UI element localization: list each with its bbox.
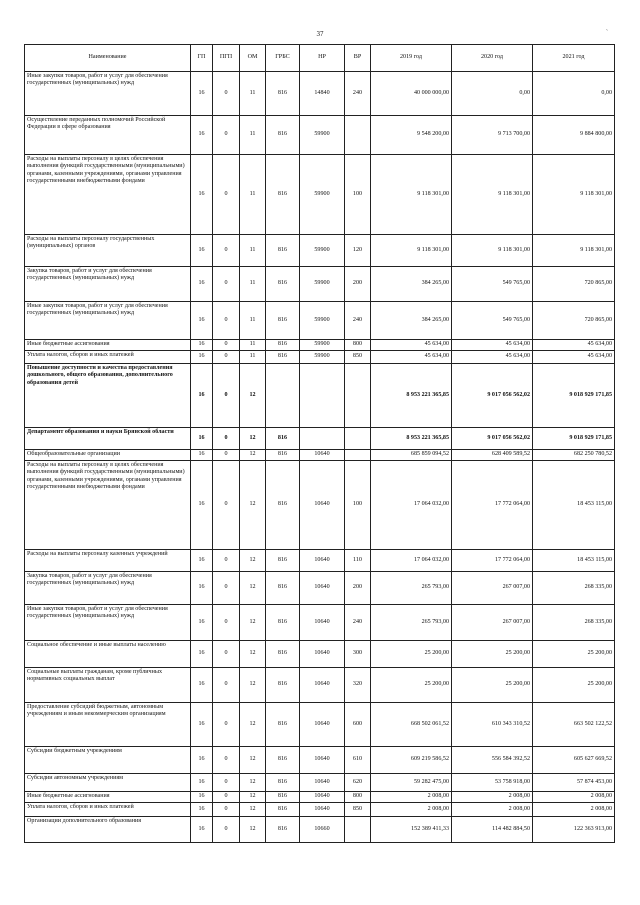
cell-gp: 16 <box>191 302 213 340</box>
cell-nr: 59900 <box>300 235 345 267</box>
cell-om: 12 <box>240 703 266 747</box>
cell-vr <box>345 116 371 155</box>
cell-name: Организации дополнительного образования <box>25 817 191 843</box>
cell-name: Иные бюджетные ассигнования <box>25 340 191 351</box>
cell-2021: 18 453 115,00 <box>533 550 615 572</box>
cell-pgp: 0 <box>213 550 240 572</box>
header-name: Наименование <box>25 45 191 72</box>
cell-nr: 59900 <box>300 351 345 364</box>
cell-grbs: 816 <box>266 428 300 450</box>
cell-2020: 556 584 392,52 <box>452 747 533 774</box>
cell-pgp: 0 <box>213 351 240 364</box>
cell-vr: 600 <box>345 703 371 747</box>
cell-2019: 2 008,00 <box>371 792 452 803</box>
cell-om: 12 <box>240 572 266 605</box>
cell-name: Субсидии автономным учреждениям <box>25 774 191 792</box>
cell-vr: 800 <box>345 340 371 351</box>
header-grbs: ГРБС <box>266 45 300 72</box>
header-vr: ВР <box>345 45 371 72</box>
cell-2020: 610 343 310,52 <box>452 703 533 747</box>
cell-vr: 300 <box>345 641 371 668</box>
cell-gp: 16 <box>191 703 213 747</box>
cell-om: 11 <box>240 155 266 235</box>
cell-nr: 10640 <box>300 450 345 461</box>
cell-grbs: 816 <box>266 803 300 817</box>
cell-om: 11 <box>240 235 266 267</box>
cell-vr: 850 <box>345 803 371 817</box>
cell-vr: 620 <box>345 774 371 792</box>
budget-table <box>24 44 615 843</box>
table-row <box>25 72 615 116</box>
cell-pgp: 0 <box>213 72 240 116</box>
cell-nr: 10640 <box>300 803 345 817</box>
table-row <box>25 116 615 155</box>
cell-2020: 17 772 064,00 <box>452 550 533 572</box>
cell-om: 12 <box>240 641 266 668</box>
cell-pgp: 0 <box>213 572 240 605</box>
header-2019: 2019 год <box>371 45 452 72</box>
cell-2021: 663 502 122,52 <box>533 703 615 747</box>
cell-gp: 16 <box>191 155 213 235</box>
header-gp: ГП <box>191 45 213 72</box>
cell-om: 12 <box>240 774 266 792</box>
cell-name: Социальное обеспечение и иные выплаты населению <box>25 641 191 668</box>
cell-pgp: 0 <box>213 461 240 550</box>
cell-2020: 549 765,00 <box>452 267 533 302</box>
cell-name: Предоставление субсидий бюджетным, автономным учреждениям и иным некоммерческим организациям <box>25 703 191 747</box>
table-row <box>25 605 615 641</box>
cell-name: Закупка товаров, работ и услуг для обеспечения государственных (муниципальных) нужд <box>25 572 191 605</box>
cell-2021: 57 874 453,00 <box>533 774 615 792</box>
cell-pgp: 0 <box>213 340 240 351</box>
cell-om: 11 <box>240 351 266 364</box>
cell-vr: 120 <box>345 235 371 267</box>
cell-nr: 10640 <box>300 461 345 550</box>
cell-2021: 720 865,00 <box>533 302 615 340</box>
cell-grbs: 816 <box>266 774 300 792</box>
cell-2019: 9 548 200,00 <box>371 116 452 155</box>
cell-gp: 16 <box>191 605 213 641</box>
cell-name: Иные бюджетные ассигнования <box>25 792 191 803</box>
cell-gp: 16 <box>191 572 213 605</box>
cell-grbs: 816 <box>266 340 300 351</box>
cell-2021: 0,00 <box>533 72 615 116</box>
table-row <box>25 450 615 461</box>
cell-gp: 16 <box>191 803 213 817</box>
cell-nr: 10660 <box>300 817 345 843</box>
cell-grbs: 816 <box>266 641 300 668</box>
cell-2019: 17 064 032,00 <box>371 461 452 550</box>
table-row <box>25 703 615 747</box>
cell-2019: 25 200,00 <box>371 641 452 668</box>
cell-vr <box>345 817 371 843</box>
cell-gp: 16 <box>191 116 213 155</box>
table-row <box>25 792 615 803</box>
cell-pgp: 0 <box>213 428 240 450</box>
cell-gp: 16 <box>191 774 213 792</box>
cell-2019: 685 859 094,52 <box>371 450 452 461</box>
table-row <box>25 155 615 235</box>
cell-om: 12 <box>240 817 266 843</box>
cell-2019: 384 265,00 <box>371 302 452 340</box>
cell-gp: 16 <box>191 340 213 351</box>
cell-vr: 240 <box>345 605 371 641</box>
cell-name: Иные закупки товаров, работ и услуг для обеспечения государственных (муниципальных) нужд <box>25 72 191 116</box>
header-om: ОМ <box>240 45 266 72</box>
cell-2020: 25 200,00 <box>452 641 533 668</box>
table-row <box>25 550 615 572</box>
cell-2019: 40 000 000,00 <box>371 72 452 116</box>
cell-gp: 16 <box>191 72 213 116</box>
cell-grbs: 816 <box>266 450 300 461</box>
cell-name: Уплата налогов, сборов и иных платежей <box>25 351 191 364</box>
cell-grbs: 816 <box>266 572 300 605</box>
cell-nr <box>300 428 345 450</box>
table-body <box>25 72 615 843</box>
cell-gp: 16 <box>191 817 213 843</box>
table-row <box>25 235 615 267</box>
cell-gp: 16 <box>191 792 213 803</box>
cell-grbs: 816 <box>266 235 300 267</box>
cell-name: Расходы на выплаты персоналу казенных учреждений <box>25 550 191 572</box>
table-header-row <box>25 45 615 72</box>
header-pgp: ПГП <box>213 45 240 72</box>
cell-grbs: 816 <box>266 267 300 302</box>
cell-om: 11 <box>240 340 266 351</box>
cell-om: 12 <box>240 450 266 461</box>
cell-name: Расходы на выплаты персоналу в целях обеспечения выполнения функций государственными (муниципальными) органами, казенными учреждениями, органами управления государственными внебюджетными фондами <box>25 155 191 235</box>
cell-2019: 59 282 475,00 <box>371 774 452 792</box>
cell-nr: 59900 <box>300 267 345 302</box>
cell-2020: 25 200,00 <box>452 668 533 703</box>
table-row <box>25 641 615 668</box>
cell-om: 12 <box>240 747 266 774</box>
page-number: 37 <box>316 30 324 38</box>
cell-nr: 59900 <box>300 340 345 351</box>
cell-om: 12 <box>240 803 266 817</box>
cell-2019: 152 389 411,33 <box>371 817 452 843</box>
cell-2021: 18 453 115,00 <box>533 461 615 550</box>
cell-pgp: 0 <box>213 792 240 803</box>
cell-om: 12 <box>240 364 266 428</box>
cell-2021: 9 018 929 171,85 <box>533 428 615 450</box>
header-2020: 2020 год <box>452 45 533 72</box>
cell-2021: 25 200,00 <box>533 668 615 703</box>
cell-2021: 9 118 301,00 <box>533 235 615 267</box>
cell-vr: 320 <box>345 668 371 703</box>
cell-gp: 16 <box>191 747 213 774</box>
cell-2021: 122 363 913,00 <box>533 817 615 843</box>
cell-2020: 9 017 056 562,02 <box>452 428 533 450</box>
cell-grbs: 816 <box>266 817 300 843</box>
cell-2021: 720 865,00 <box>533 267 615 302</box>
cell-nr: 10640 <box>300 550 345 572</box>
cell-name: Повышение доступности и качества предоставления дошкольного, общего образования, дополнительного образования детей <box>25 364 191 428</box>
cell-pgp: 0 <box>213 450 240 461</box>
cell-grbs: 816 <box>266 605 300 641</box>
cell-gp: 16 <box>191 428 213 450</box>
cell-grbs: 816 <box>266 550 300 572</box>
cell-gp: 16 <box>191 235 213 267</box>
cell-2019: 265 793,00 <box>371 605 452 641</box>
cell-nr: 10640 <box>300 747 345 774</box>
corner-mark: ` <box>606 30 608 36</box>
cell-grbs: 816 <box>266 461 300 550</box>
cell-pgp: 0 <box>213 803 240 817</box>
cell-2019: 25 200,00 <box>371 668 452 703</box>
cell-om: 12 <box>240 428 266 450</box>
cell-2021: 9 018 929 171,85 <box>533 364 615 428</box>
cell-2020: 628 409 589,52 <box>452 450 533 461</box>
cell-name: Иные закупки товаров, работ и услуг для обеспечения государственных (муниципальных) нужд <box>25 605 191 641</box>
cell-nr: 59900 <box>300 155 345 235</box>
cell-grbs: 816 <box>266 72 300 116</box>
cell-2019: 668 502 061,52 <box>371 703 452 747</box>
cell-2021: 9 118 301,00 <box>533 155 615 235</box>
cell-name: Закупка товаров, работ и услуг для обеспечения государственных (муниципальных) нужд <box>25 267 191 302</box>
cell-2021: 45 634,00 <box>533 340 615 351</box>
cell-gp: 16 <box>191 364 213 428</box>
cell-om: 11 <box>240 302 266 340</box>
cell-pgp: 0 <box>213 302 240 340</box>
cell-om: 12 <box>240 792 266 803</box>
cell-name: Субсидии бюджетным учреждениям <box>25 747 191 774</box>
cell-2020: 2 008,00 <box>452 803 533 817</box>
cell-vr <box>345 364 371 428</box>
cell-pgp: 0 <box>213 155 240 235</box>
cell-gp: 16 <box>191 450 213 461</box>
cell-2019: 8 953 221 365,85 <box>371 428 452 450</box>
cell-name: Расходы на выплаты персоналу в целях обеспечения выполнения функций государственными (муниципальными) органами, казенными учреждениями, органами управления государственными внебюджетными фондами <box>25 461 191 550</box>
cell-vr: 200 <box>345 267 371 302</box>
table-row <box>25 364 615 428</box>
cell-name: Уплата налогов, сборов и иных платежей <box>25 803 191 817</box>
table-row <box>25 774 615 792</box>
header-nr: НР <box>300 45 345 72</box>
cell-2019: 8 953 221 365,85 <box>371 364 452 428</box>
cell-2020: 267 007,00 <box>452 605 533 641</box>
cell-2020: 9 118 301,00 <box>452 235 533 267</box>
cell-vr: 610 <box>345 747 371 774</box>
cell-grbs: 816 <box>266 351 300 364</box>
cell-2020: 53 758 918,00 <box>452 774 533 792</box>
cell-gp: 16 <box>191 461 213 550</box>
cell-nr: 10640 <box>300 703 345 747</box>
cell-pgp: 0 <box>213 774 240 792</box>
table-row <box>25 817 615 843</box>
cell-2020: 2 008,00 <box>452 792 533 803</box>
table-row <box>25 302 615 340</box>
cell-grbs: 816 <box>266 703 300 747</box>
cell-2020: 45 634,00 <box>452 351 533 364</box>
table-row <box>25 428 615 450</box>
cell-nr: 10640 <box>300 641 345 668</box>
cell-pgp: 0 <box>213 605 240 641</box>
cell-vr <box>345 450 371 461</box>
cell-om: 12 <box>240 550 266 572</box>
cell-2021: 25 200,00 <box>533 641 615 668</box>
cell-nr: 10640 <box>300 792 345 803</box>
cell-grbs: 816 <box>266 302 300 340</box>
cell-pgp: 0 <box>213 703 240 747</box>
cell-2021: 2 008,00 <box>533 792 615 803</box>
cell-pgp: 0 <box>213 116 240 155</box>
cell-nr: 59900 <box>300 302 345 340</box>
cell-2019: 265 793,00 <box>371 572 452 605</box>
cell-2020: 0,00 <box>452 72 533 116</box>
cell-pgp: 0 <box>213 267 240 302</box>
cell-nr: 14840 <box>300 72 345 116</box>
cell-pgp: 0 <box>213 641 240 668</box>
cell-om: 11 <box>240 116 266 155</box>
cell-nr: 59900 <box>300 116 345 155</box>
cell-2021: 45 634,00 <box>533 351 615 364</box>
cell-2020: 9 017 056 562,02 <box>452 364 533 428</box>
cell-vr <box>345 428 371 450</box>
cell-2021: 268 335,00 <box>533 605 615 641</box>
cell-2019: 384 265,00 <box>371 267 452 302</box>
table-row <box>25 747 615 774</box>
cell-2020: 114 482 884,50 <box>452 817 533 843</box>
cell-2021: 268 335,00 <box>533 572 615 605</box>
table-row <box>25 803 615 817</box>
cell-grbs: 816 <box>266 792 300 803</box>
cell-vr: 850 <box>345 351 371 364</box>
table-row <box>25 572 615 605</box>
cell-2020: 9 713 700,00 <box>452 116 533 155</box>
cell-name: Социальные выплаты гражданам, кроме публичных нормативных социальных выплат <box>25 668 191 703</box>
cell-gp: 16 <box>191 267 213 302</box>
header-2021: 2021 год <box>533 45 615 72</box>
table-row <box>25 351 615 364</box>
cell-grbs: 816 <box>266 155 300 235</box>
cell-grbs: 816 <box>266 747 300 774</box>
cell-2019: 9 118 301,00 <box>371 235 452 267</box>
cell-name: Департамент образования и науки Брянской области <box>25 428 191 450</box>
cell-2019: 2 008,00 <box>371 803 452 817</box>
cell-vr: 100 <box>345 155 371 235</box>
cell-grbs: 816 <box>266 116 300 155</box>
cell-2020: 9 118 301,00 <box>452 155 533 235</box>
cell-pgp: 0 <box>213 747 240 774</box>
cell-name: Осуществление переданных полномочий Российской Федерации в сфере образования <box>25 116 191 155</box>
cell-2019: 45 634,00 <box>371 351 452 364</box>
cell-om: 11 <box>240 267 266 302</box>
cell-vr: 200 <box>345 572 371 605</box>
cell-om: 12 <box>240 668 266 703</box>
cell-nr: 10640 <box>300 605 345 641</box>
cell-grbs: 816 <box>266 668 300 703</box>
cell-om: 12 <box>240 605 266 641</box>
cell-pgp: 0 <box>213 364 240 428</box>
table-row <box>25 461 615 550</box>
cell-gp: 16 <box>191 641 213 668</box>
cell-2021: 9 884 800,00 <box>533 116 615 155</box>
cell-2021: 605 627 669,52 <box>533 747 615 774</box>
cell-2019: 17 064 032,00 <box>371 550 452 572</box>
cell-vr: 240 <box>345 302 371 340</box>
cell-name: Общеобразовательные организации <box>25 450 191 461</box>
cell-om: 12 <box>240 461 266 550</box>
cell-vr: 240 <box>345 72 371 116</box>
cell-gp: 16 <box>191 668 213 703</box>
cell-nr: 10640 <box>300 774 345 792</box>
cell-nr: 10640 <box>300 572 345 605</box>
cell-name: Расходы на выплаты персоналу государственных (муниципальных) органов <box>25 235 191 267</box>
table-row <box>25 668 615 703</box>
cell-pgp: 0 <box>213 668 240 703</box>
cell-grbs <box>266 364 300 428</box>
cell-gp: 16 <box>191 550 213 572</box>
cell-2020: 267 007,00 <box>452 572 533 605</box>
cell-vr: 100 <box>345 461 371 550</box>
cell-gp: 16 <box>191 351 213 364</box>
cell-2019: 45 634,00 <box>371 340 452 351</box>
cell-pgp: 0 <box>213 235 240 267</box>
cell-2020: 45 634,00 <box>452 340 533 351</box>
cell-vr: 800 <box>345 792 371 803</box>
cell-vr: 110 <box>345 550 371 572</box>
table-row <box>25 267 615 302</box>
cell-2019: 609 219 586,52 <box>371 747 452 774</box>
cell-name: Иные закупки товаров, работ и услуг для обеспечения государственных (муниципальных) нужд <box>25 302 191 340</box>
cell-om: 11 <box>240 72 266 116</box>
cell-2019: 9 118 301,00 <box>371 155 452 235</box>
cell-2020: 549 765,00 <box>452 302 533 340</box>
cell-2020: 17 772 064,00 <box>452 461 533 550</box>
cell-pgp: 0 <box>213 817 240 843</box>
cell-nr <box>300 364 345 428</box>
table-row <box>25 340 615 351</box>
cell-nr: 10640 <box>300 668 345 703</box>
cell-2021: 2 008,00 <box>533 803 615 817</box>
cell-2021: 682 250 780,52 <box>533 450 615 461</box>
